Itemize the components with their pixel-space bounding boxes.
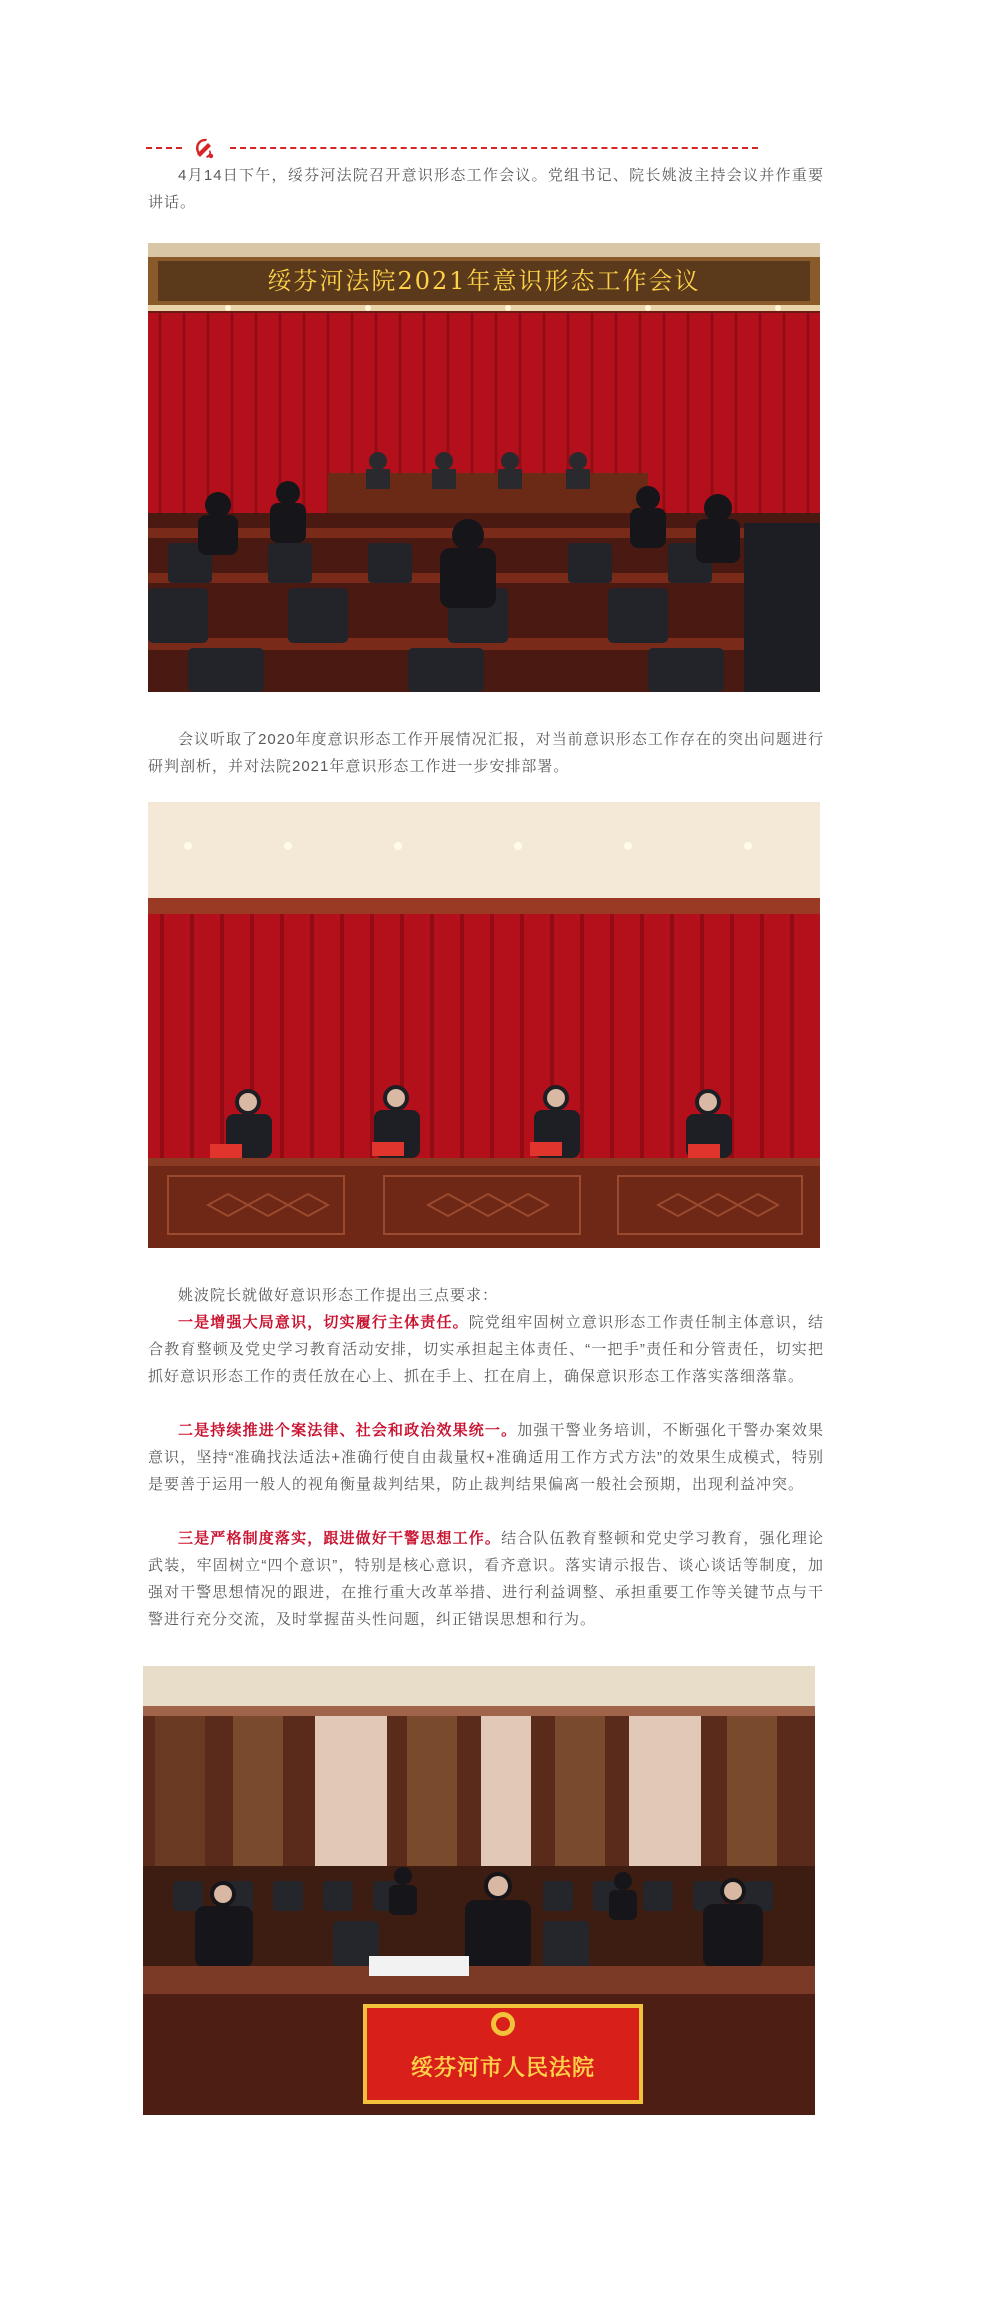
party-emblem-icon bbox=[190, 134, 218, 162]
meeting-summary-paragraph: 会议听取了2020年度意识形态工作开展情况汇报，对当前意识形态工作存在的突出问题进行研判剖析，并对法院2021年意识形态工作进一步安排部署。 bbox=[148, 731, 824, 775]
requirement-3-body: 结合队伍教育整顿和党史学习教育，强化理论武装，牢固树立“四个意识”，特别是核心意识，看齐意识。落实请示报告、谈心谈话等制度，加强对干警思想情况的跟进，在推行重大改革举措、进行利益调整、承担重要工作等关键节点与干警进行充分交流，及时掌握苗头性问题，纠正错误思想和行为。 bbox=[148, 1530, 824, 1628]
meeting-photo-presidium bbox=[148, 802, 820, 1248]
requirement-3 bbox=[148, 1525, 824, 1633]
meeting-photo-banner bbox=[148, 243, 820, 692]
requirements-intro: 姚波院长就做好意识形态工作提出三点要求： bbox=[178, 1287, 499, 1304]
intro-paragraph: 4月14日下午，绥芬河法院召开意识形态工作会议。党组书记、院长姚波主持会议并作重要讲话。 bbox=[148, 167, 824, 211]
court-sign-text: 绥芬河市人民法院 bbox=[410, 2055, 595, 2081]
requirement-2-body: 加强干警业务培训，不断强化干警办案效果意识，坚持“准确找法适法+准确行使自由裁量权+准确适用工作方式方法”的效果生成模式，特别是要善于运用一般人的视角衡量裁判结果，防止裁判结果偏离一般社会预期，出现利益冲突。 bbox=[148, 1422, 824, 1493]
meeting-banner-text: 绥芬河法院2021年意识形态工作会议 bbox=[267, 267, 701, 295]
requirement-2 bbox=[148, 1417, 824, 1498]
requirement-1 bbox=[148, 1309, 824, 1390]
requirement-1-body: 院党组牢固树立意识形态工作责任制主体意识，结合教育整顿及党史学习教育活动安排，切实承担起主体责任、“一把手”责任和分管责任，切实把抓好意识形态工作的责任放在心上、抓在手上、扛在肩上，确保意识形态工作落实落细落靠。 bbox=[148, 1314, 824, 1385]
divider-dash-right bbox=[230, 147, 758, 149]
meeting-photo-court-sign bbox=[143, 1666, 815, 2115]
requirement-1-lead: 一是增强大局意识，切实履行主体责任。 bbox=[178, 1314, 469, 1331]
divider-dash-left bbox=[146, 147, 182, 149]
requirement-3-lead: 三是严格制度落实，跟进做好干警思想工作。 bbox=[178, 1530, 502, 1547]
requirement-2-lead: 二是持续推进个案法律、社会和政治效果统一。 bbox=[178, 1422, 518, 1439]
section-divider bbox=[146, 134, 758, 162]
